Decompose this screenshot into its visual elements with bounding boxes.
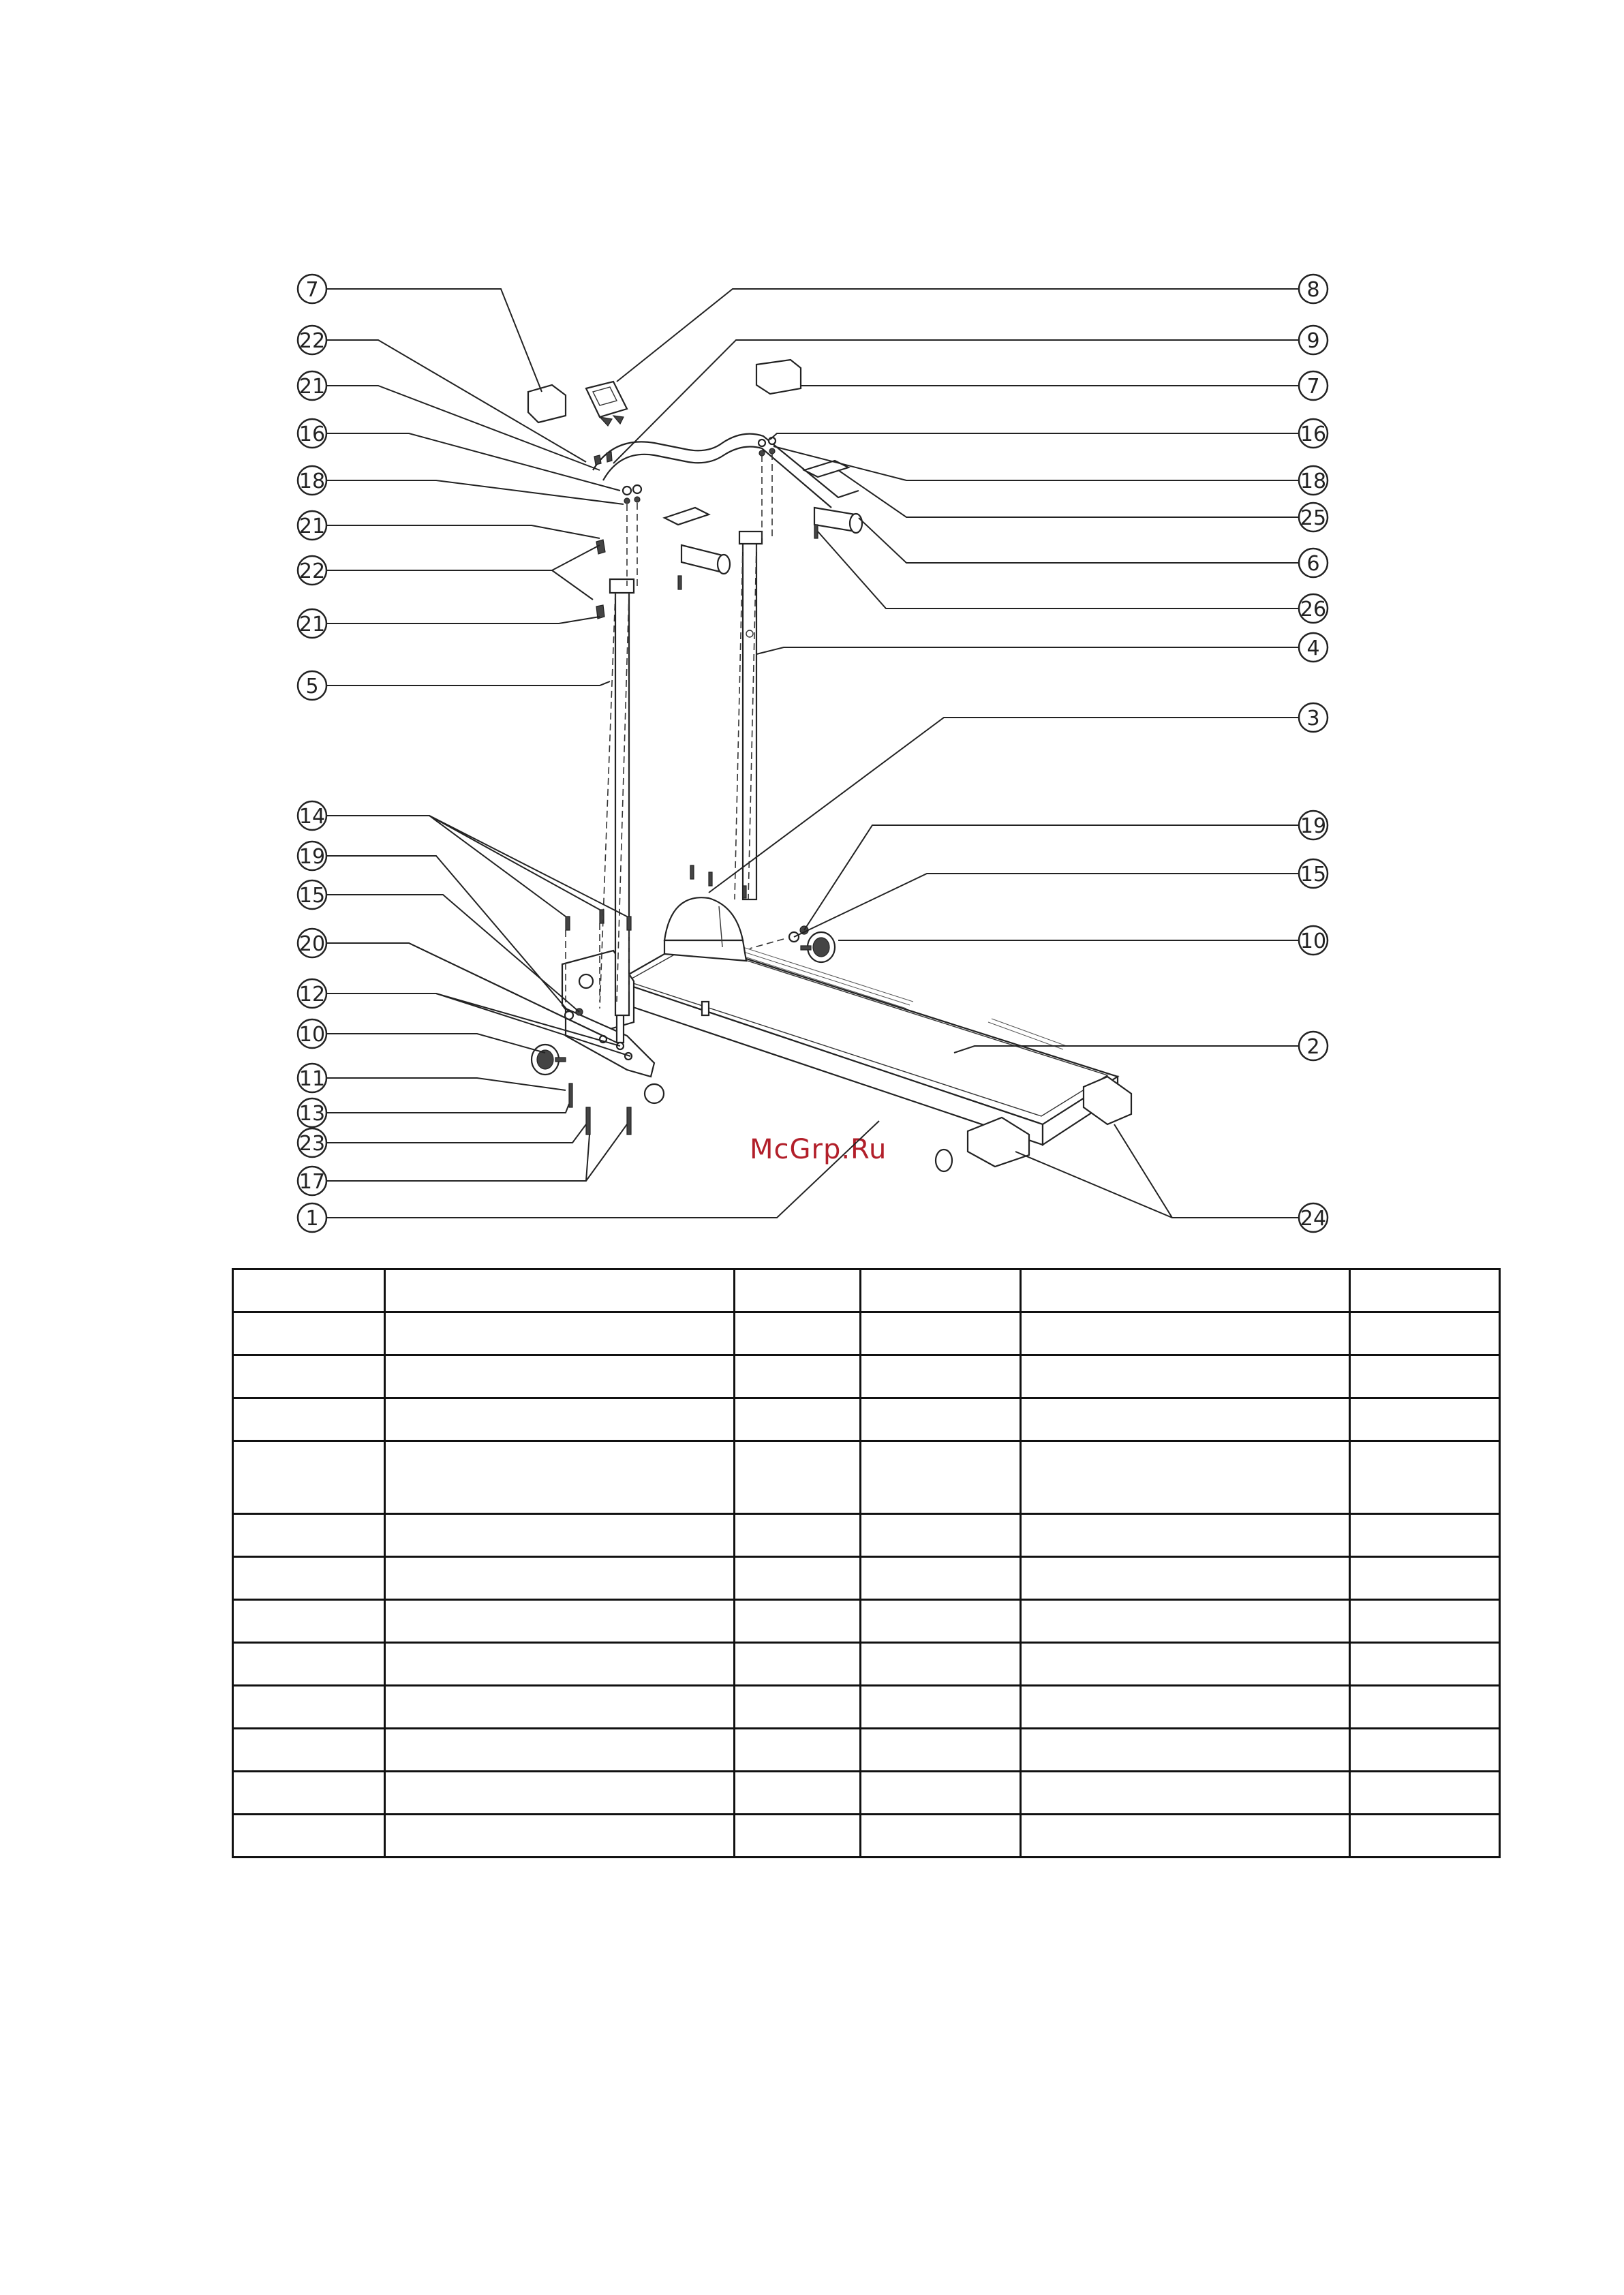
- table-cell: [1021, 1686, 1350, 1729]
- callout-right-7: [1299, 549, 1328, 577]
- callout-left-9: [298, 671, 326, 700]
- callout-left-18: [298, 1128, 326, 1157]
- table-cell: [1021, 1514, 1350, 1557]
- table-cell: [734, 1772, 860, 1815]
- svg-text:15: 15: [298, 884, 326, 908]
- leader-lines: [327, 289, 1298, 1218]
- table-cell: [1350, 1312, 1500, 1355]
- svg-text:9: 9: [1306, 329, 1320, 353]
- table-row: [233, 1355, 1500, 1398]
- table-cell: [233, 1557, 385, 1600]
- callout-left-16: [298, 1064, 326, 1092]
- table-cell: [734, 1815, 860, 1858]
- callout-left-8: [298, 609, 326, 638]
- callout-left-6: [298, 511, 326, 540]
- table-cell: [384, 1312, 734, 1355]
- callout-left-14: [298, 979, 326, 1008]
- table-row: [233, 1514, 1500, 1557]
- table-cell: [860, 1312, 1021, 1355]
- svg-text:26: 26: [1300, 598, 1327, 621]
- svg-text:21: 21: [298, 514, 326, 538]
- parts-list-table: [232, 1268, 1501, 1858]
- svg-text:11: 11: [298, 1067, 326, 1091]
- table-cell: [860, 1355, 1021, 1398]
- svg-text:13: 13: [298, 1102, 326, 1126]
- svg-text:5: 5: [305, 675, 319, 698]
- table-cell: [734, 1355, 860, 1398]
- table-cell: [1021, 1815, 1350, 1858]
- table-cell: [233, 1514, 385, 1557]
- table-cell: [734, 1269, 860, 1312]
- table-cell: [233, 1815, 385, 1858]
- callout-left-5: [298, 466, 326, 495]
- table-cell: [384, 1557, 734, 1600]
- table-cell: [1350, 1441, 1500, 1514]
- table-cell: [860, 1772, 1021, 1815]
- table-cell: [384, 1398, 734, 1441]
- svg-text:10: 10: [298, 1023, 326, 1047]
- svg-text:20: 20: [298, 932, 326, 956]
- svg-text:14: 14: [298, 805, 326, 829]
- svg-text:17: 17: [298, 1170, 326, 1194]
- table-cell: [384, 1269, 734, 1312]
- svg-text:22: 22: [298, 329, 326, 353]
- table-row: [233, 1557, 1500, 1600]
- table-cell: [1021, 1557, 1350, 1600]
- table-cell: [860, 1600, 1021, 1643]
- treadmill-drawing: [528, 360, 1131, 1171]
- svg-text:6: 6: [1306, 552, 1320, 576]
- svg-text:16: 16: [298, 422, 326, 446]
- end-caps: [528, 360, 801, 422]
- table-cell: [384, 1643, 734, 1686]
- table-cell: [1350, 1815, 1500, 1858]
- svg-text:12: 12: [298, 983, 326, 1006]
- callouts-left: [298, 275, 326, 1232]
- table-cell: [1021, 1269, 1350, 1312]
- table-cell: [1350, 1398, 1500, 1441]
- table-cell: [384, 1600, 734, 1643]
- table-cell: [1021, 1729, 1350, 1772]
- table-cell: [734, 1557, 860, 1600]
- table-cell: [233, 1643, 385, 1686]
- callout-left-10: [298, 801, 326, 830]
- svg-text:19: 19: [298, 845, 326, 869]
- table-cell: [384, 1514, 734, 1557]
- callout-right-1: [1299, 275, 1328, 303]
- callout-left-17: [298, 1098, 326, 1127]
- console: [586, 382, 627, 426]
- callout-right-9: [1299, 633, 1328, 662]
- table-cell: [233, 1441, 385, 1514]
- bracket-left: [664, 508, 709, 525]
- callout-left-2: [298, 326, 326, 354]
- svg-text:1: 1: [305, 1207, 319, 1231]
- callout-right-10: [1299, 703, 1328, 732]
- callout-right-8: [1299, 594, 1328, 623]
- callout-right-14: [1299, 1032, 1328, 1060]
- svg-text:24: 24: [1300, 1207, 1327, 1231]
- svg-text:25: 25: [1300, 506, 1327, 530]
- callout-left-20: [298, 1203, 326, 1232]
- table-cell: [860, 1557, 1021, 1600]
- table-cell: [384, 1441, 734, 1514]
- table-cell: [1350, 1557, 1500, 1600]
- table-cell: [1350, 1686, 1500, 1729]
- table-cell: [1021, 1772, 1350, 1815]
- callout-left-4: [298, 419, 326, 448]
- table-cell: [384, 1772, 734, 1815]
- handlebar: [593, 434, 862, 574]
- callout-left-15: [298, 1019, 326, 1048]
- table-cell: [860, 1729, 1021, 1772]
- table-cell: [1021, 1355, 1350, 1398]
- table-cell: [860, 1643, 1021, 1686]
- svg-text:18: 18: [298, 469, 326, 493]
- callout-right-12: [1299, 859, 1328, 888]
- svg-text:19: 19: [1300, 814, 1327, 838]
- callout-right-6: [1299, 503, 1328, 532]
- table-cell: [233, 1686, 385, 1729]
- table-cell: [1350, 1729, 1500, 1772]
- table-cell: [1021, 1600, 1350, 1643]
- svg-text:7: 7: [1306, 375, 1320, 399]
- callout-right-13: [1299, 926, 1328, 955]
- table-cell: [1021, 1398, 1350, 1441]
- svg-text:18: 18: [1300, 469, 1327, 493]
- table-row: [233, 1772, 1500, 1815]
- callout-right-15: [1299, 1203, 1328, 1232]
- table-cell: [233, 1269, 385, 1312]
- table-cell: [860, 1269, 1021, 1312]
- table-cell: [384, 1815, 734, 1858]
- svg-text:8: 8: [1306, 278, 1320, 302]
- table-row: [233, 1686, 1500, 1729]
- table-cell: [233, 1729, 385, 1772]
- table-cell: [1021, 1312, 1350, 1355]
- callout-right-11: [1299, 811, 1328, 840]
- callout-left-3: [298, 371, 326, 400]
- table-cell: [233, 1312, 385, 1355]
- table-cell: [734, 1600, 860, 1643]
- svg-text:4: 4: [1306, 636, 1320, 660]
- table-cell: [233, 1398, 385, 1441]
- table-row: [233, 1269, 1500, 1312]
- table-cell: [1350, 1269, 1500, 1312]
- table-cell: [384, 1729, 734, 1772]
- parts-table-body: [233, 1269, 1500, 1858]
- table-row: [233, 1815, 1500, 1858]
- callout-right-3: [1299, 371, 1328, 400]
- motor-hood: [664, 897, 746, 961]
- table-cell: [384, 1686, 734, 1729]
- table-cell: [384, 1355, 734, 1398]
- svg-text:21: 21: [298, 613, 326, 636]
- table-cell: [860, 1398, 1021, 1441]
- table-row: [233, 1398, 1500, 1441]
- callouts-right: [1299, 275, 1328, 1232]
- callout-left-13: [298, 929, 326, 957]
- table-cell: [1350, 1643, 1500, 1686]
- table-cell: [860, 1514, 1021, 1557]
- table-cell: [734, 1398, 860, 1441]
- svg-text:21: 21: [298, 375, 326, 399]
- table-cell: [734, 1312, 860, 1355]
- table-row: [233, 1729, 1500, 1772]
- table-cell: [1350, 1355, 1500, 1398]
- svg-text:3: 3: [1306, 707, 1320, 730]
- watermark-text: McGrp.Ru: [750, 1134, 887, 1165]
- table-row: [233, 1441, 1500, 1514]
- table-cell: [860, 1815, 1021, 1858]
- table-cell: [233, 1772, 385, 1815]
- table-cell: [233, 1600, 385, 1643]
- callout-right-5: [1299, 466, 1328, 495]
- table-cell: [1350, 1772, 1500, 1815]
- callout-left-1: [298, 275, 326, 303]
- table-cell: [1021, 1441, 1350, 1514]
- table-row: [233, 1600, 1500, 1643]
- svg-text:2: 2: [1306, 1035, 1320, 1059]
- callout-left-12: [298, 880, 326, 909]
- callout-left-19: [298, 1167, 326, 1195]
- svg-text:10: 10: [1300, 929, 1327, 953]
- callout-left-11: [298, 842, 326, 870]
- svg-text:7: 7: [305, 278, 319, 302]
- svg-text:23: 23: [298, 1132, 326, 1156]
- table-cell: [1021, 1643, 1350, 1686]
- table-row: [233, 1643, 1500, 1686]
- table-row: [233, 1312, 1500, 1355]
- table-cell: [734, 1441, 860, 1514]
- table-cell: [734, 1514, 860, 1557]
- callout-left-7: [298, 556, 326, 585]
- callout-right-2: [1299, 326, 1328, 354]
- table-cell: [1350, 1600, 1500, 1643]
- callout-right-4: [1299, 419, 1328, 448]
- svg-text:16: 16: [1300, 422, 1327, 446]
- table-cell: [860, 1686, 1021, 1729]
- table-cell: [734, 1643, 860, 1686]
- svg-text:15: 15: [1300, 863, 1327, 887]
- table-cell: [1350, 1514, 1500, 1557]
- svg-text:22: 22: [298, 559, 326, 583]
- table-cell: [860, 1441, 1021, 1514]
- table-cell: [734, 1686, 860, 1729]
- table-cell: [233, 1355, 385, 1398]
- table-cell: [734, 1729, 860, 1772]
